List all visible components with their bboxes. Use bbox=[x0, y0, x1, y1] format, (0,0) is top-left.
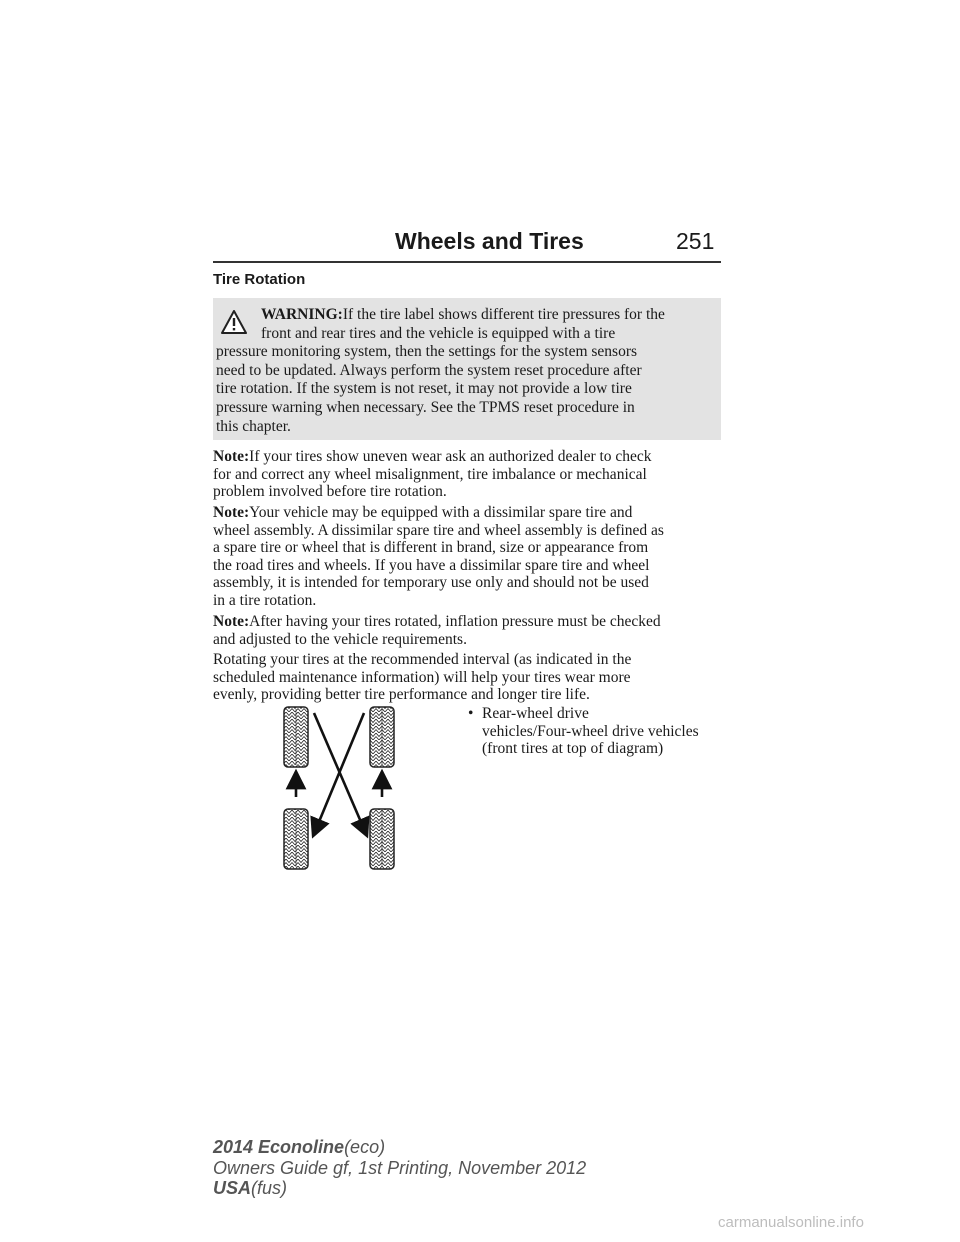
warning-label: WARNING: bbox=[261, 306, 343, 323]
rotation-arrows bbox=[296, 713, 382, 829]
tire-rear-left bbox=[284, 809, 308, 869]
bullet-symbol: • bbox=[468, 705, 474, 722]
note-label: Note: bbox=[213, 504, 250, 521]
warning-line: tire rotation. If the system is not reset, it may not provide a low tire bbox=[216, 380, 632, 397]
note-paragraph: Note:After having your tires rotated, inflation pressure must be checked and adjusted to the vehicle requirements. bbox=[213, 613, 661, 648]
page-footer: 2014 Econoline(eco) Owners Guide gf, 1st Printing, November 2012 USA(fus) bbox=[213, 1137, 587, 1198]
note-label: Note: bbox=[213, 613, 250, 630]
warning-line: pressure warning when necessary. See the TPMS reset procedure in bbox=[216, 399, 635, 416]
warning-line: need to be updated. Always perform the system reset procedure after bbox=[216, 362, 642, 379]
header-divider bbox=[213, 261, 721, 263]
note-label: Note: bbox=[213, 448, 250, 465]
bullet-text: Rear-wheel drive vehicles/Four-wheel drive vehicles (front tires at top of diagram) bbox=[482, 705, 699, 757]
watermark: carmanualsonline.info bbox=[718, 1214, 864, 1231]
note-paragraph: Note:If your tires show uneven wear ask an authorized dealer to check for and correct any wheel misalignment, tire imbalance or mechanical problem involved before tire rotation. bbox=[213, 448, 652, 500]
warning-line: WARNING:If the tire label shows different tire pressures for the bbox=[261, 306, 665, 323]
tire-front-left bbox=[284, 707, 308, 767]
tire-rotation-diagram bbox=[280, 705, 408, 870]
note-paragraph: Note:Your vehicle may be equipped with a dissimilar spare tire and wheel assembly. A dissimilar spare tire and wheel assembly is defined as a spare tire or wheel that is different in brand, size or appearance from the road tires and wheels. If you have a dissimilar spare tire and wheel assembly, it is intended for temporary use only and should not be used in a tire rotation. bbox=[213, 504, 664, 609]
footer-market: USA bbox=[213, 1178, 252, 1198]
tire-rear-right bbox=[370, 809, 394, 869]
tire-front-right bbox=[370, 707, 394, 767]
warning-line: this chapter. bbox=[216, 418, 291, 435]
page-number: 251 bbox=[676, 228, 715, 254]
warning-triangle-icon bbox=[221, 310, 247, 334]
footer-model: 2014 Econoline bbox=[213, 1137, 345, 1157]
section-title: Tire Rotation bbox=[213, 271, 306, 288]
warning-line: pressure monitoring system, then the settings for the system sensors bbox=[216, 343, 638, 360]
rotation-paragraph: Rotating your tires at the recommended interval (as indicated in the scheduled maintenance information) will help your tires wear more evenly, providing better tire performance and longer tire life. bbox=[213, 651, 632, 703]
warning-line: front and rear tires and the vehicle is equipped with a tire bbox=[261, 325, 616, 342]
page-header-title: Wheels and Tires bbox=[395, 228, 584, 254]
